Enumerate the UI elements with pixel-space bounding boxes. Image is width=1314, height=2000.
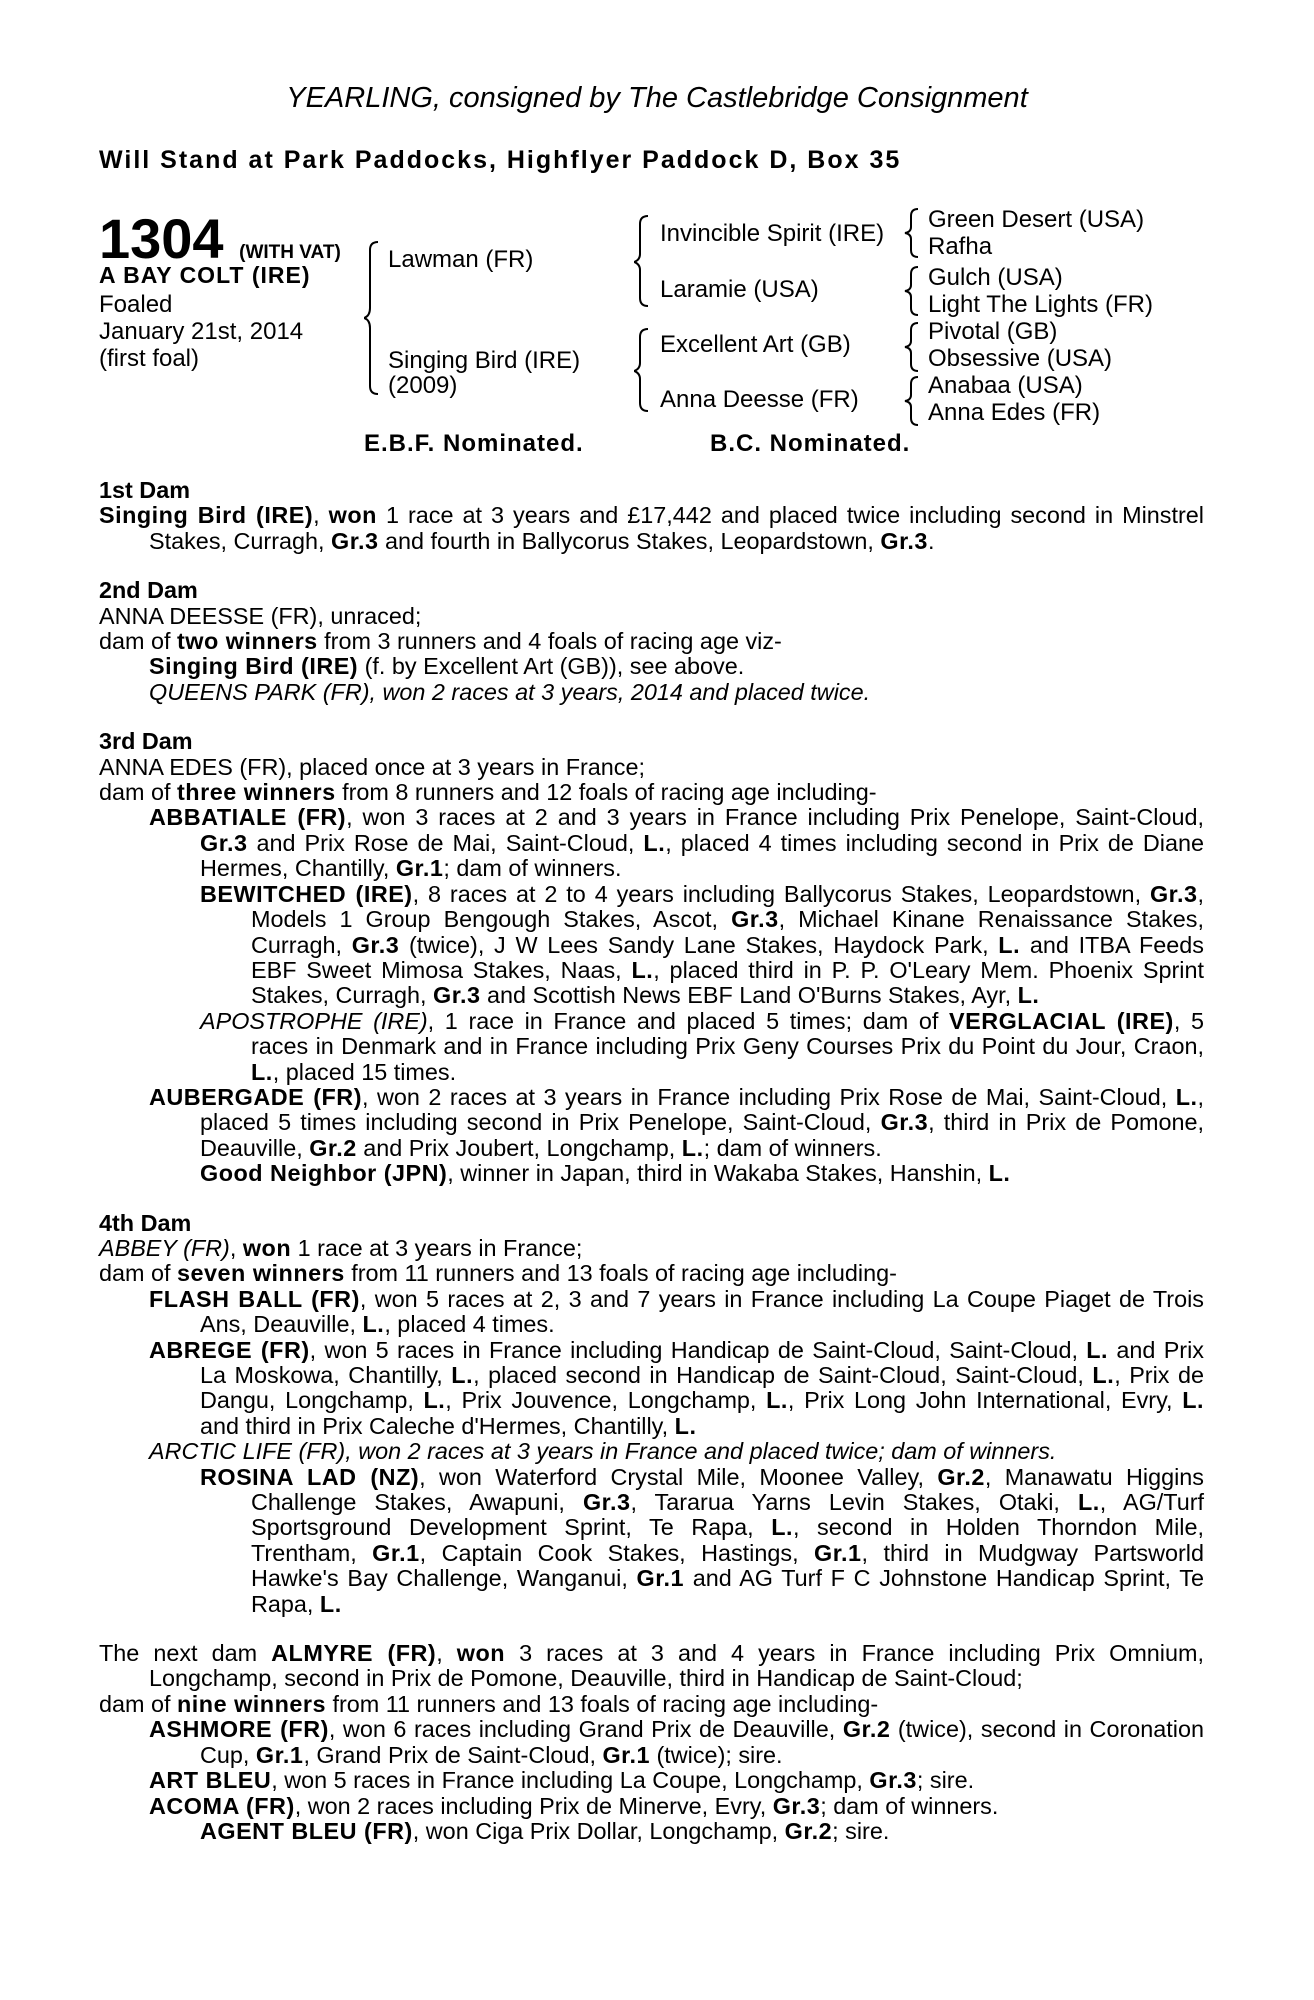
fourth-dam-offspring-abrege: ABREGE (FR), won 5 races in France including Handicap de Saint-Cloud, Saint-Cloud, L. and Prix La Moskowa, Chantilly, L., placed second in Handicap de Saint-Cloud, Saint-Cloud, L., Prix de Dangu, Longchamp, L., Prix Jouvence, Longchamp, L., Prix Long John International, Evry, L. and third in Prix Caleche d'Hermes, Chantilly, L. bbox=[149, 1336, 1204, 1439]
granddam-4: Light The Lights (FR) bbox=[928, 291, 1153, 318]
ebf-nomination: E.B.F. Nominated. bbox=[364, 430, 584, 457]
third-dam-line: ANNA EDES (FR), placed once at 3 years in France; bbox=[99, 753, 646, 780]
pedigree-brace-dam bbox=[634, 325, 654, 415]
granddam-2: Rafha bbox=[928, 233, 993, 260]
pedigree-brace-sire bbox=[634, 212, 654, 312]
foaled-label: Foaled bbox=[99, 291, 173, 318]
fourth-dam-grand-rosina-lad: ROSINA LAD (NZ), won Waterford Crystal Mile, Moonee Valley, Gr.2, Manawatu Higgins Challenge Stakes, Awapuni, Gr.3, Tararua Yarns Levin Stakes, Otaki, L., AG/Turf Sportsground Development Sprint, Te Rapa, L., second in Holden Thorndon Mile, Trentham, Gr.1, Captain Cook Stakes, Hastings, Gr.1, third in Mudgway Partsworld Hawke's Bay Challenge, Wanganui, Gr.1 and AG Turf F C Johnstone Handicap Sprint, Te Rapa, L. bbox=[200, 1463, 1205, 1617]
brace-g56 bbox=[904, 320, 924, 374]
pedigree-brace-main bbox=[364, 238, 384, 398]
second-dam-offspring-2: QUEENS PARK (FR), won 2 races at 3 years, 2014 and placed twice. bbox=[149, 678, 871, 705]
dam-sire: Excellent Art (GB) bbox=[660, 331, 851, 358]
next-dam-entry: The next dam ALMYRE (FR), won 3 races at 3 and 4 years in France including Prix Omnium, Longchamp, second in Prix de Pomone, Deauville, third in Handicap de Saint-Cloud; bbox=[99, 1640, 1204, 1692]
third-dam-grand-good-neighbor: Good Neighbor (JPN), winner in Japan, third in Wakaba Stakes, Hanshin, L. bbox=[200, 1160, 1011, 1187]
next-dam-offspring-acoma: ACOMA (FR), won 2 races including Prix de Minerve, Evry, Gr.3; dam of winners. bbox=[149, 1792, 999, 1819]
bc-nomination: B.C. Nominated. bbox=[710, 430, 911, 457]
catalogue-body bbox=[99, 478, 1204, 1844]
foal-note: (first foal) bbox=[99, 345, 200, 372]
first-dam-entry: Singing Bird (IRE), won 1 race at 3 years and £17,442 and placed twice including second in Minstrel Stakes, Curragh, Gr.3 and fourth in Ballycorus Stakes, Leopardstown, Gr.3. bbox=[99, 502, 1204, 554]
fourth-dam-produce: dam of seven winners from 11 runners and 13 foals of racing age including- bbox=[99, 1260, 897, 1287]
next-dam-produce: dam of nine winners from 11 runners and 13 foals of racing age including- bbox=[99, 1690, 879, 1717]
third-dam-offspring-aubergade: AUBERGADE (FR), won 2 races at 3 years in France including Prix Rose de Mai, Saint-Cloud, L., placed 5 times including second in Prix Penelope, Saint-Cloud, Gr.3, third in Prix de Pomone, Deauville, Gr.2 and Prix Joubert, Longchamp, L.; dam of winners. bbox=[149, 1083, 1204, 1161]
brace-g12 bbox=[904, 206, 924, 260]
fourth-dam-heading: 4th Dam bbox=[99, 1209, 192, 1236]
dam-dam: Anna Deesse (FR) bbox=[660, 386, 859, 413]
third-dam-grand-apostrophe: APOSTROPHE (IRE), 1 race in France and placed 5 times; dam of VERGLACIAL (IRE), 5 races in Denmark and in France including Prix Geny Courses Prix du Point du Jour, Craon, L., placed 15 times. bbox=[200, 1007, 1204, 1085]
foaled-date: January 21st, 2014 bbox=[99, 318, 304, 345]
third-dam-grand-bewitched: BEWITCHED (IRE), 8 races at 2 to 4 years including Ballycorus Stakes, Leopardstown, Gr.3, Models 1 Group Bengough Stakes, Ascot, Gr.3, Michael Kinane Renaissance Stakes, Curragh, Gr.3 (twice), J W Lees Sandy Lane Stakes, Haydock Park, L. and ITBA Feeds EBF Sweet Mimosa Stakes, Naas, L., placed third in P. P. O'Leary Mem. Phoenix Sprint Stakes, Curragh, Gr.3 and Scottish News EBF Land O'Burns Stakes, Ayr, L. bbox=[200, 880, 1204, 1009]
fourth-dam-offspring-arctic-life: ARCTIC LIFE (FR), won 2 races at 3 years in France and placed twice; dam of winners. bbox=[149, 1438, 1057, 1465]
sire-name: Lawman (FR) bbox=[388, 246, 534, 273]
stand-line: Will Stand at Park Paddocks, Highflyer Paddock D, Box 35 bbox=[99, 146, 902, 174]
dam-year: (2009) bbox=[388, 372, 458, 399]
granddam-8: Anna Edes (FR) bbox=[928, 399, 1101, 426]
fourth-dam-line: ABBEY (FR), won 1 race at 3 years in France; bbox=[99, 1234, 583, 1261]
second-dam-heading: 2nd Dam bbox=[99, 577, 198, 604]
brace-g34 bbox=[904, 264, 924, 318]
first-dam-heading: 1st Dam bbox=[99, 477, 191, 503]
second-dam-produce: dam of two winners from 3 runners and 4 foals of racing age viz- bbox=[99, 628, 782, 655]
sire-sire: Invincible Spirit (IRE) bbox=[660, 220, 885, 247]
lot-number: 1304 bbox=[99, 207, 224, 270]
sire-dam: Laramie (USA) bbox=[660, 276, 819, 303]
grandsire-1: Green Desert (USA) bbox=[928, 206, 1145, 233]
next-dam-offspring-ashmore: ASHMORE (FR), won 6 races including Grand Prix de Deauville, Gr.2 (twice), second in Coronation Cup, Gr.1, Grand Prix de Saint-Cloud, Gr.1 (twice); sire. bbox=[149, 1716, 1204, 1768]
grandsire-5: Pivotal (GB) bbox=[928, 318, 1058, 345]
next-dam-grand-agent-bleu: AGENT BLEU (FR), won Ciga Prix Dollar, Longchamp, Gr.2; sire. bbox=[200, 1817, 890, 1844]
grandsire-3: Gulch (USA) bbox=[928, 264, 1063, 291]
next-dam-offspring-art-bleu: ART BLEU, won 5 races in France including La Coupe, Longchamp, Gr.3; sire. bbox=[149, 1767, 975, 1794]
consignor-line: YEARLING, consigned by The Castlebridge Consignment bbox=[286, 82, 1028, 114]
second-dam-line: ANNA DEESSE (FR), unraced; bbox=[99, 602, 422, 629]
third-dam-produce: dam of three winners from 8 runners and 12 foals of racing age including- bbox=[99, 779, 877, 806]
third-dam-heading: 3rd Dam bbox=[99, 728, 193, 755]
dam-name: Singing Bird (IRE) bbox=[388, 347, 581, 374]
second-dam-offspring-1: Singing Bird (IRE) (f. by Excellent Art (GB)), see above. bbox=[149, 653, 745, 680]
granddam-6: Obsessive (USA) bbox=[928, 345, 1113, 372]
third-dam-offspring-abbatiale: ABBATIALE (FR), won 3 races at 2 and 3 years in France including Prix Penelope, Saint-Cloud, Gr.3 and Prix Rose de Mai, Saint-Cloud, L., placed 4 times including second in Prix de Diane Hermes, Chantilly, Gr.1; dam of winners. bbox=[149, 804, 1204, 882]
lot-title: A BAY COLT (IRE) bbox=[99, 262, 311, 288]
brace-g78 bbox=[904, 374, 924, 428]
grandsire-7: Anabaa (USA) bbox=[928, 372, 1083, 399]
fourth-dam-offspring-flash-ball: FLASH BALL (FR), won 5 races at 2, 3 and 7 years in France including La Coupe Piaget de Trois Ans, Deauville, L., placed 4 times. bbox=[149, 1285, 1204, 1338]
vat-label: (WITH VAT) bbox=[239, 242, 341, 263]
